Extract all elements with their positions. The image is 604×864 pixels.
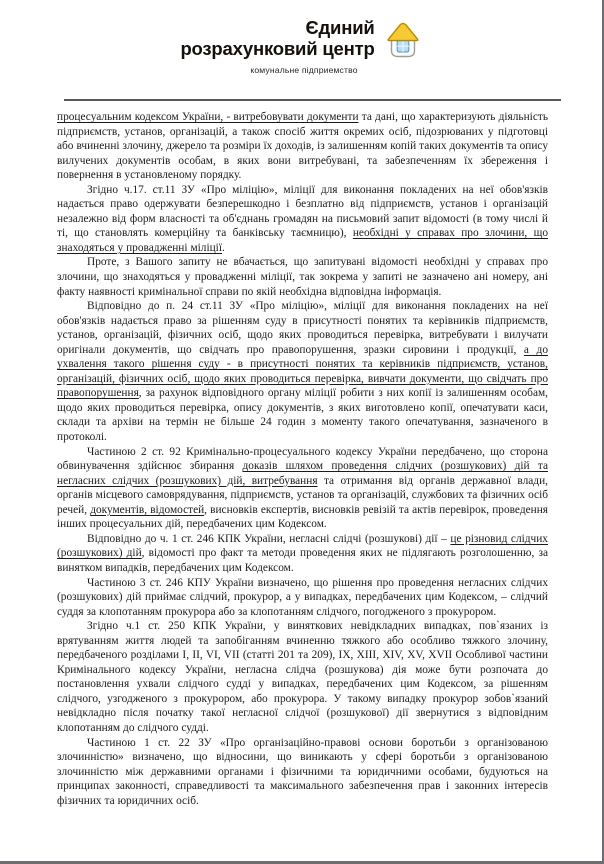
text-run: , відомості про факт та методи проведення яких не підлягають розголошенню, за винятком випадків, передбачених цим Кодексом. [57, 547, 548, 574]
underlined-run: це різновид слідчих (розшукових) дій [57, 532, 548, 560]
text-run: Частиною 3 ст. 246 КПУ України визначено, що рішення про проведення негласних слідчих (розшукових) дій приймає слідчий, прокурор, а у випадках, передбачених цим Кодексом, – слідчий суддя за клопотанням прокурора або за клопотанням слідчого, погодженого з прокурором. [57, 576, 548, 618]
text-run: Відповідно до п. 24 ст.11 ЗУ «Про міліцію», міліції для виконання покладених на неї обов'язків надається право за рішенням суду в присутності понятих та керівників підприємств, установ, організацій, фізичних осіб, щодо яких проводиться перевірка, витребувати і вилучати оригінали документів, що свідчать про правопорушення, зразки сировини і продукції, [57, 300, 548, 356]
paragraph-p2-militia-art11-ch17 [57, 183, 548, 256]
text-run: , висновків експертів, висновків ревізій та актів перевірок, проведення інших процесуальних дій, передбачених цим Кодексом. [57, 503, 548, 531]
brand-line-2: розрахунковий центр [180, 38, 375, 59]
paragraph-p7-kpu-art246-ch3 [57, 576, 548, 620]
text-run: Частиною 1 ст. 22 ЗУ «Про організаційно-правові основи боротьби з організованою злочинністю» визначено, що відносини, що виникають у сфері боротьби з організованою злочинністю між державними органами і фізичними та юридичними особами, будуються на принципах законності, справедливості та максимального забезпечення прав і законних інтересів фізичних та юридичних осіб. [57, 736, 548, 807]
text-run: Згідно ч.17. ст.11 ЗУ «Про міліцію», міліції для виконання покладених на неї обов'язків надається право одержувати безперешкодно і безплатно від підприємств, установ і організацій незалежно від форм власності та об'єднань громадян на письмовий запит відомості (в тому числі й ті, що становлять комерційну та банківську таємницю), [57, 183, 548, 240]
text-run: Проте, з Вашого запиту не вбачається, що запитувані відомості необхідні у справах про злочини, що знаходяться у провадженні міліції, так зокрема у запиті не зазначено ані номеру, ані факту наявності кримінальної справи по якій необхідна відповідна інформація. [57, 256, 548, 298]
text-run: Згідно ч.1 ст. 250 КПК України, у виняткових невідкладних випадках, пов`язаних із врятуванням життя людей та запобіганням вчиненню тяжкого або особливо тяжкого злочину, передбаченого розділами I, II, VI, VII (статті 201 та 209), IX, XIII, XIV, XV, XVII Особливої частини Кримінального кодексу України, негласна слідча (розшукова) дія може бути розпочата до постановлення ухвали слідчого судді у випадках, передбачених цим Кодексом, за рішенням слідчого, узгодженого з прокурором, або прокурора. У такому випадку прокурор зобов`язаний невідкладно після початку такої негласної слідчої (розшукової) дії звернутися з відповідним клопотанням до слідчого судді. [57, 620, 548, 734]
letterhead-divider [64, 99, 561, 101]
paragraph-p9-organized-crime-art22-ch1 [57, 736, 548, 809]
letterhead-tagline: комунальне підприемство [250, 65, 358, 75]
paragraph-p3-request-observation [57, 255, 548, 299]
underlined-run: процесуальним кодексом України, - витребовувати документи [57, 111, 359, 123]
text-run: Частиною 2 ст. 92 Кримінально-процесуального кодексу України передбачено, що сторона обвинувачення здійснює збирання [57, 445, 548, 473]
text-run: , за рахунок відповідного органу міліції робити з них копії із залишенням особам, щодо яких проводиться перевірка, опису документів, з яких виготовлено копії, опечатувати каси, склади та архіви на термін не більше 24 годин з моменту такого опечатування, зазначеного в протоколі. [57, 387, 548, 444]
text-run: та дані, що характеризують діяльність підприємств, установ, організацій, а також спосіб життя окремих осіб, підозрюваних у підготовці або вчиненні злочину, джерело та розміри їх доходів, із залишенням копій таких документів та опису вилучених документів особам, в яких вони витребувані, та забезпеченням їх збереження і повернення в установленому порядку. [57, 111, 548, 182]
text-run: . [221, 241, 225, 254]
document-body [57, 110, 548, 808]
underlined-run: документів, відомостей [90, 503, 205, 516]
text-run: Відповідно до ч. 1 ст. 246 КПК України, негласні слідчі (розшукові) дії – [87, 532, 451, 545]
brand-row [180, 18, 421, 60]
underlined-run: а до ухвалення такого рішення суду - в присутності понятих та керівників підприємств, установ, організацій, фізичних осіб, щодо яких проводиться перевірка, вивчати документи, що свідчать про правопорушення [57, 343, 548, 400]
house-logo-icon [384, 20, 422, 60]
paragraph-p1-continuation [57, 110, 548, 183]
paragraph-p8-kpk-art250-ch1 [57, 619, 548, 735]
letterhead [0, 0, 602, 74]
brand-wordmark [180, 18, 374, 59]
paragraph-p5-kpk-art92-ch2 [57, 445, 548, 532]
underlined-run: доказів шляхом проведення слідчих (розшукових) дій та негласних слідчих (розшукових) дій, витребування [57, 460, 548, 487]
brand-line-1: Єдиний [305, 17, 375, 39]
paragraph-p4-militia-art11-p24 [57, 299, 548, 444]
underlined-run: необхідні у справах про злочини, що знаходяться у провадженні міліції [57, 227, 548, 254]
paragraph-p6-kpk-art246-ch1 [57, 532, 548, 576]
text-run: та отримання від органів державної влади, органів місцевого самоврядування, підприємств, установ та організацій, службових та фізичних осіб речей, [57, 474, 548, 516]
